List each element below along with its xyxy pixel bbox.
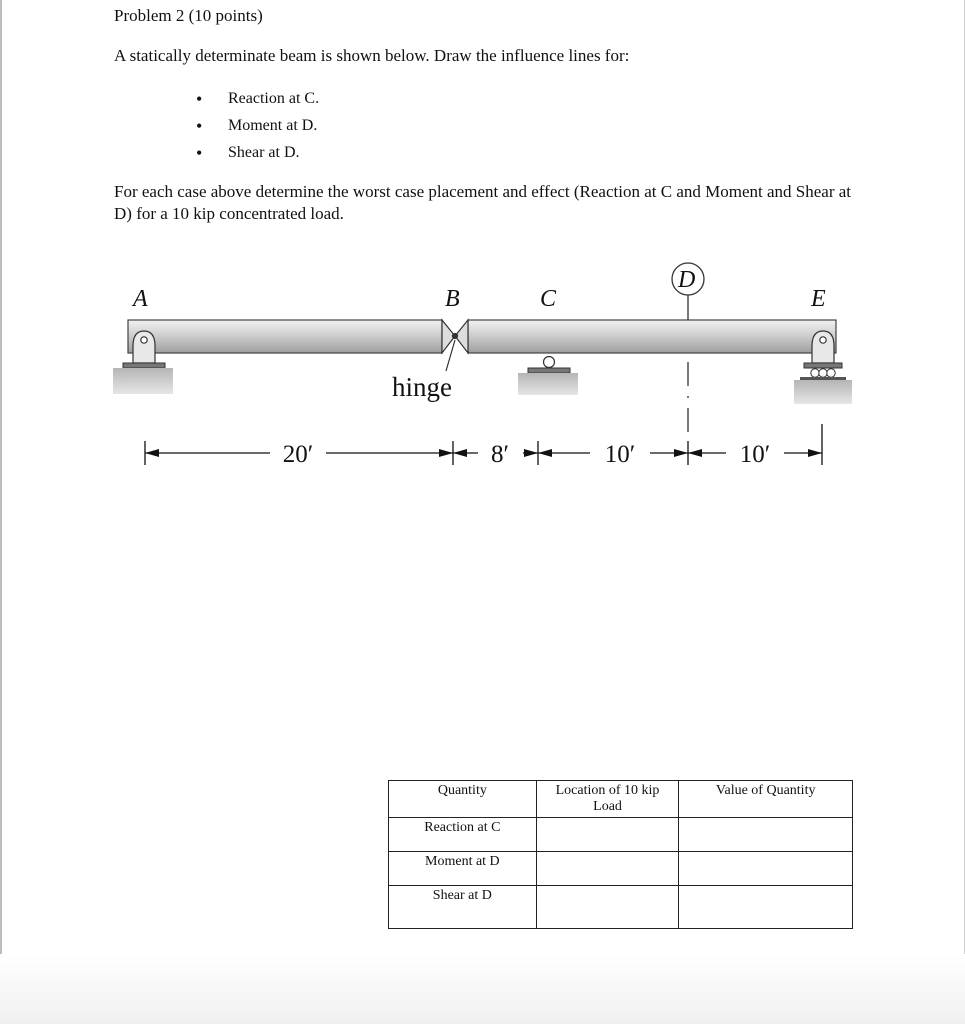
hinge-connection bbox=[442, 320, 468, 353]
roller-support-c bbox=[518, 357, 578, 396]
beam-segment-ab bbox=[128, 320, 442, 353]
table-row bbox=[389, 886, 853, 929]
dim-de: 10′ bbox=[739, 441, 771, 468]
bullet-reaction-c: • Reaction at C. bbox=[196, 88, 319, 115]
bullet-moment-d: • Moment at D. bbox=[196, 115, 319, 142]
row-value[interactable] bbox=[679, 886, 853, 929]
row-location[interactable] bbox=[536, 852, 679, 886]
table-row bbox=[389, 818, 853, 852]
label-e: E bbox=[811, 286, 826, 312]
problem-title: Problem 2 (10 points) bbox=[114, 6, 263, 25]
row-location[interactable] bbox=[536, 886, 679, 929]
results-table bbox=[388, 780, 853, 929]
header-value: Value of Quantity bbox=[679, 781, 853, 818]
problem-intro: A statically determinate beam is shown below. Draw the influence lines for: bbox=[114, 46, 630, 65]
dim-cd: 10′ bbox=[604, 441, 636, 468]
dim-bc: 8′ bbox=[491, 441, 509, 468]
label-a: A bbox=[133, 286, 148, 312]
header-location: Location of 10 kip Load bbox=[536, 781, 679, 818]
dim-ab: 20′ bbox=[282, 441, 314, 468]
table-header-row bbox=[389, 781, 853, 818]
label-d: D bbox=[678, 267, 696, 293]
label-hinge: hinge bbox=[392, 372, 452, 402]
row-quantity: Reaction at C bbox=[389, 818, 537, 852]
row-location[interactable] bbox=[536, 818, 679, 852]
beam-segment-be bbox=[468, 320, 836, 353]
row-value[interactable] bbox=[679, 852, 853, 886]
label-c: C bbox=[540, 286, 557, 312]
row-value[interactable] bbox=[679, 818, 853, 852]
bullet-shear-d: • Shear at D. bbox=[196, 142, 319, 169]
page-bottom-shadow bbox=[0, 954, 965, 1024]
dimension-line bbox=[145, 424, 822, 465]
beam-figure bbox=[0, 0, 965, 500]
row-quantity: Shear at D bbox=[389, 886, 537, 929]
header-quantity: Quantity bbox=[389, 781, 537, 818]
table-row bbox=[389, 852, 853, 886]
row-quantity: Moment at D bbox=[389, 852, 537, 886]
label-b: B bbox=[445, 286, 460, 312]
problem-paragraph: For each case above determine the worst case placement and effect (Reaction at C and Moment and Shear at D) for a 10 kip concentrated load. bbox=[114, 182, 851, 223]
